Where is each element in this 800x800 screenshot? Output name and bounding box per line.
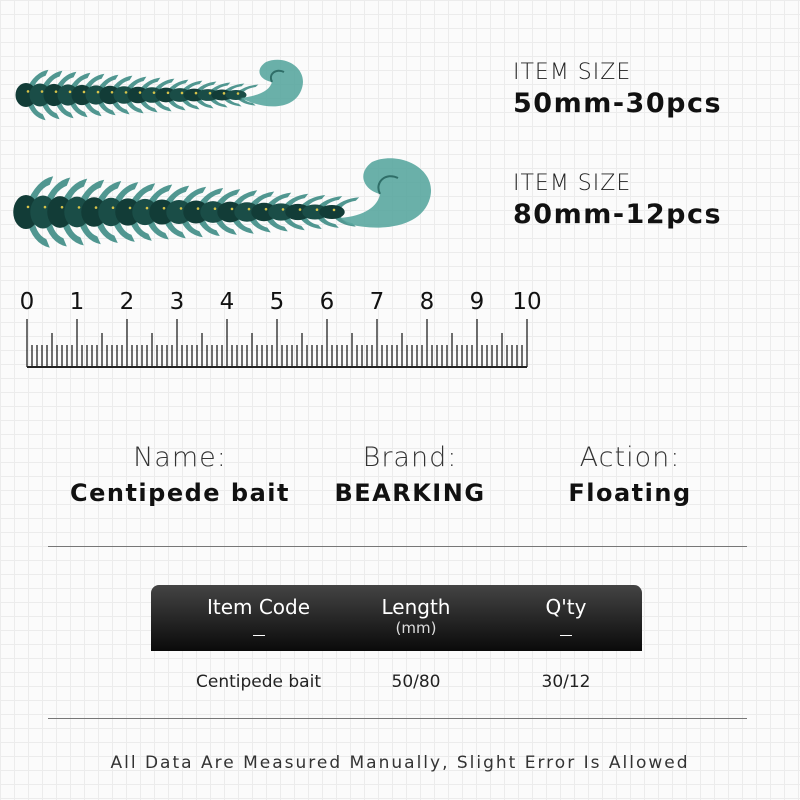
item-size-value-2: 80mm-12pcs: [513, 199, 723, 230]
header-length-unit: (mm): [395, 619, 437, 637]
footer-note: All Data Are Measured Manually, Slight Error Is Allowed: [110, 753, 690, 773]
ruler-number: 4: [219, 289, 235, 315]
spec-brand: [285, 442, 535, 507]
spec-brand-value: BEARKING: [334, 479, 486, 507]
spec-action-key: Action:: [579, 442, 681, 473]
table-cell-length: 50/80: [391, 672, 441, 692]
item-size-value-1: 50mm-30pcs: [513, 88, 723, 119]
item-size-label-2: ITEM SIZE: [513, 171, 632, 196]
item-size-label-1: ITEM SIZE: [513, 60, 632, 85]
divider-bottom: [48, 718, 747, 719]
spec-name-key: Name:: [133, 442, 227, 473]
spec-action-value: Floating: [568, 479, 692, 507]
ruler-number: 9: [469, 289, 485, 315]
ruler-number: 7: [369, 289, 385, 315]
ruler-number: 3: [169, 289, 185, 315]
table-cell-qty: 30/12: [541, 672, 591, 692]
lure-image-50mm: [10, 50, 310, 130]
spec-name-value: Centipede bait: [69, 479, 291, 507]
ruler-number: 1: [69, 289, 85, 315]
divider-top: [48, 546, 747, 547]
ruler-number: 8: [419, 289, 435, 315]
ruler-number: 6: [319, 289, 335, 315]
header-qty: Q'ty: [496, 595, 636, 636]
ruler: [18, 285, 542, 375]
spec-brand-key: Brand:: [362, 442, 458, 473]
table-header: [151, 585, 642, 651]
ruler-number: 10: [512, 289, 542, 315]
ruler-number: 2: [119, 289, 135, 315]
ruler-number: 5: [269, 289, 285, 315]
table-cell-item-code: Centipede bait: [196, 672, 321, 692]
lure-image-80mm: [10, 150, 440, 260]
spec-action: [505, 442, 755, 507]
spec-name: [55, 442, 305, 507]
header-length: Length (mm): [331, 595, 501, 637]
header-item-code: Item Code: [171, 595, 346, 636]
ruler-number: 0: [19, 289, 35, 315]
